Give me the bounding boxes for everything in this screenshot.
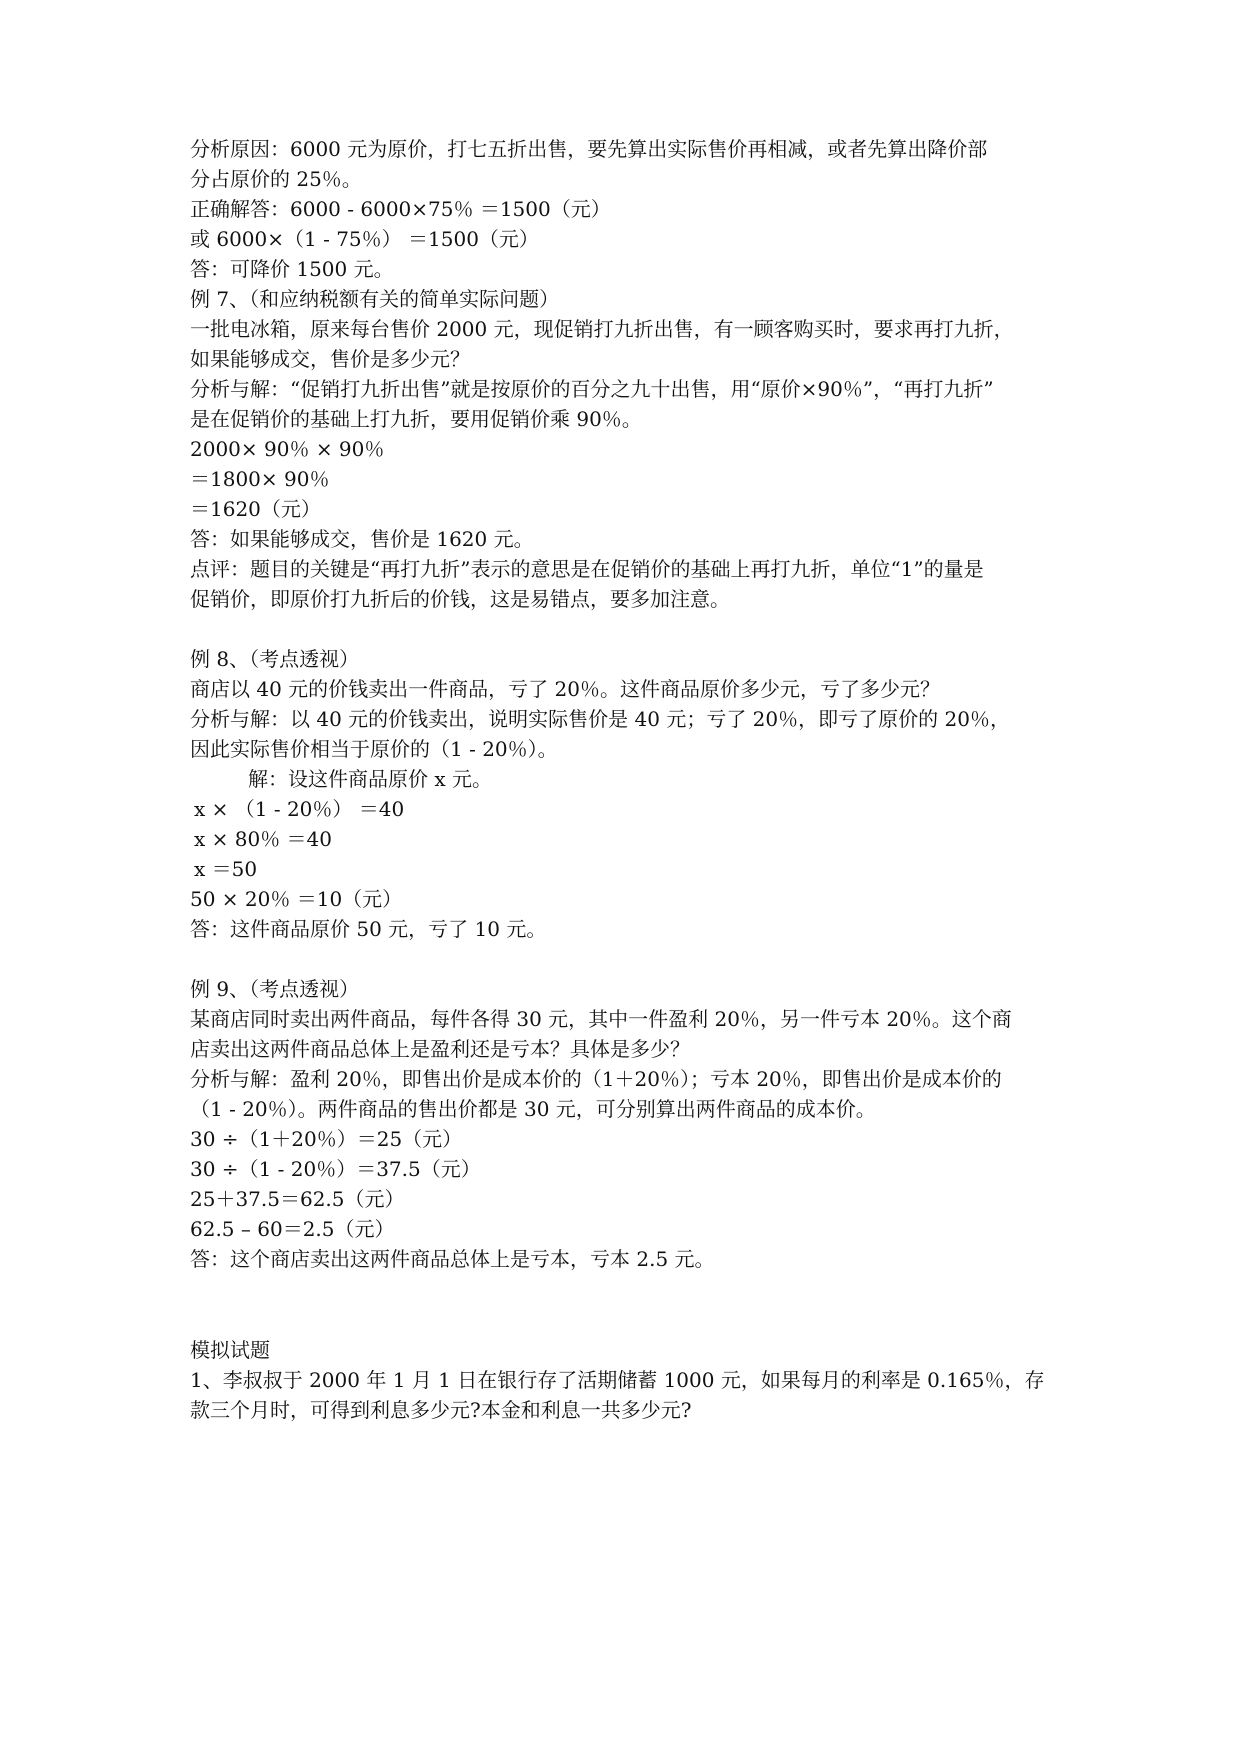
equation-line: x × 80％ ＝40 — [194, 827, 333, 851]
text-line: 商店以 40 元的价钱卖出一件商品，亏了 20％。这件商品原价多少元，亏了多少元？ — [190, 677, 940, 701]
answer-line: 答：这个商店卖出这两件商品总体上是亏本，亏本 2.5 元。 — [190, 1247, 715, 1271]
text-line: 点评：题目的关键是“再打九折”表示的意思是在促销价的基础上再打九折，单位“1”的量是 — [190, 557, 984, 581]
section-heading: 模拟试题 — [190, 1338, 270, 1362]
question-line: 款三个月时，可得到利息多少元?本金和利息一共多少元? — [190, 1398, 692, 1422]
example-heading: 例 7、（和应纳税额有关的简单实际问题） — [190, 287, 560, 311]
text-line: 正确解答：6000 - 6000×75％ ＝1500（元） — [190, 197, 611, 221]
solution-line: 解：设这件商品原价 x 元。 — [248, 767, 492, 791]
text-line: 店卖出这两件商品总体上是盈利还是亏本？具体是多少？ — [190, 1037, 690, 1061]
equation-line: 30 ÷（1 - 20％）＝37.5（元） — [190, 1157, 481, 1181]
equation-line: ＝1620（元） — [190, 497, 321, 521]
answer-line: 答：如果能够成交，售价是 1620 元。 — [190, 527, 534, 551]
equation-line: x × （1 - 20％） ＝40 — [194, 797, 405, 821]
text-line: 因此实际售价相当于原价的（1 - 20％）。 — [190, 737, 558, 761]
equation-line: 50 × 20％ ＝10（元） — [190, 887, 403, 911]
example-heading: 例 8、（考点透视） — [190, 647, 360, 671]
text-line: （1 - 20％）。两件商品的售出价都是 30 元，可分别算出两件商品的成本价。 — [190, 1097, 876, 1121]
text-line: 如果能够成交，售价是多少元？ — [190, 347, 470, 371]
text-line: 分析与解：以 40 元的价钱卖出，说明实际售价是 40 元；亏了 20％，即亏了原价的 20％， — [190, 707, 1010, 731]
equation-line: ＝1800× 90％ — [190, 467, 330, 491]
answer-line: 答：这件商品原价 50 元，亏了 10 元。 — [190, 917, 547, 941]
equation-line: 25＋37.5＝62.5（元） — [190, 1187, 405, 1211]
example-heading: 例 9、（考点透视） — [190, 977, 360, 1001]
text-line: 是在促销价的基础上打九折，要用促销价乘 90％。 — [190, 407, 642, 431]
text-line: 分析原因：6000 元为原价，打七五折出售，要先算出实际售价再相减，或者先算出降价部 — [190, 137, 988, 161]
text-line: 促销价，即原价打九折后的价钱，这是易错点，要多加注意。 — [190, 587, 730, 611]
text-line: 或 6000×（1 - 75％） ＝1500（元） — [190, 227, 539, 251]
text-line: 一批电冰箱，原来每台售价 2000 元，现促销打九折出售，有一顾客购买时，要求再打九折， — [190, 317, 1014, 341]
text-line: 某商店同时卖出两件商品，每件各得 30 元，其中一件盈利 20％，另一件亏本 20％。这个商 — [190, 1007, 1012, 1031]
text-line: 分析与解：“促销打九折出售”就是按原价的百分之九十出售，用“原价×90％”，“再打九折” — [190, 377, 994, 401]
text-line: 分占原价的 25％。 — [190, 167, 362, 191]
text-line: 分析与解：盈利 20％，即售出价是成本价的（1＋20％）；亏本 20％，即售出价是成本价的 — [190, 1067, 1002, 1091]
question-line: 1、李叔叔于 2000 年 1 月 1 日在银行存了活期储蓄 1000 元，如果每月的利率是 0.165％，存 — [190, 1368, 1045, 1392]
equation-line: 62.5 – 60＝2.5（元） — [190, 1217, 395, 1241]
equation-line: 2000× 90％ × 90％ — [190, 437, 385, 461]
equation-line: x ＝50 — [194, 857, 258, 881]
text-line: 答：可降价 1500 元。 — [190, 257, 394, 281]
equation-line: 30 ÷（1＋20％）＝25（元） — [190, 1127, 463, 1151]
